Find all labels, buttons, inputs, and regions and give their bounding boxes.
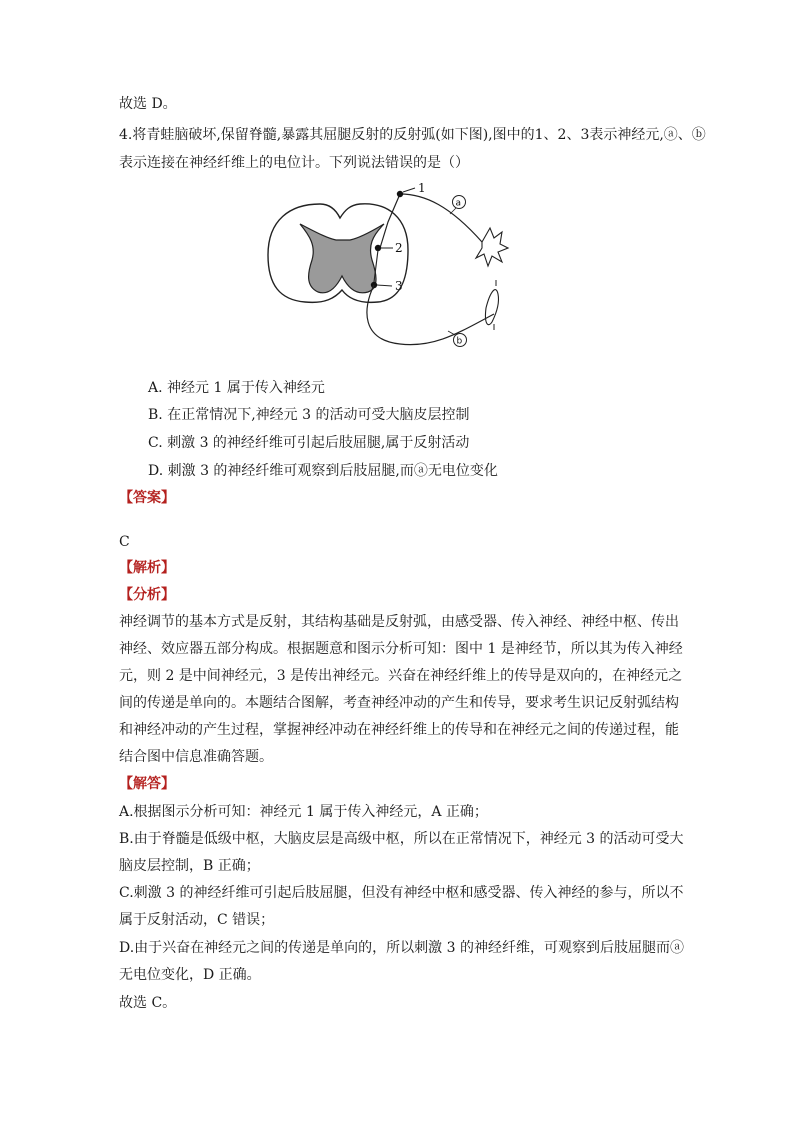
meter-b-lead <box>448 331 455 335</box>
receptor-icon <box>476 228 508 266</box>
neuron-3-label: 3 <box>395 279 403 293</box>
solution-line: 脑皮层控制，B 正确； <box>119 858 260 874</box>
neuron-1-label: 1 <box>418 181 426 195</box>
analysis-line: 神经调节的基本方式是反射，其结构基础是反射弧，由感受器、传入神经、神经中枢、传出 <box>119 614 679 630</box>
solution-heading: 【解答】 <box>119 776 175 792</box>
neuron-2-label: 2 <box>395 241 403 255</box>
effector-icon <box>485 290 498 325</box>
option-b: B. 在正常情况下,神经元 3 的活动可受大脑皮层控制 <box>148 407 470 423</box>
answer-heading: 【答案】 <box>119 490 175 506</box>
neuron-1-body <box>397 191 403 197</box>
analysis-line: 和神经冲动的产生过程，掌握神经冲动在神经纤维上的传导和在神经元之间的传递过程，能 <box>119 722 679 738</box>
analysis-line: 神经、效应器五部分构成。根据题意和图示分析可知：图中 1 是神经节，所以其为传入神经 <box>119 641 683 657</box>
meter-a-lead <box>450 208 456 214</box>
afferent-fiber <box>400 194 482 242</box>
effector-tendon <box>494 280 496 330</box>
option-c: C. 刺激 3 的神经纤维可引起后肢屈腿,属于反射活动 <box>148 435 470 451</box>
answer-value: C <box>119 534 130 550</box>
analysis-line: 结合图中信息准确答题。 <box>119 749 273 765</box>
neuron-3-pointer <box>377 285 392 286</box>
question-stem-line-2: 表示连接在神经纤维上的电位计。下列说法错误的是（） <box>119 155 469 171</box>
efferent-fiber <box>367 285 494 345</box>
afferent-branch <box>380 194 400 248</box>
reflex-arc-diagram <box>250 180 530 360</box>
solution-line: 属于反射活动，C 错误； <box>119 912 275 928</box>
solution-line: C.刺激 3 的神经纤维可引起后肢屈腿，但没有神经中枢和感受器、传入神经的参与，所以不 <box>119 885 684 901</box>
solution-line: D.由于兴奋在神经元之间的传递是单向的，所以刺激 3 的神经纤维，可观察到后肢屈腿而ⓐ <box>119 940 684 956</box>
solution-conclusion: 故选 C。 <box>119 995 177 1011</box>
option-a: A. 神经元 1 属于传入神经元 <box>148 380 325 396</box>
prev-conclusion: 故选 D。 <box>119 96 177 112</box>
question-stem-line-1: 4.将青蛙脑破坏,保留脊髓,暴露其屈腿反射的反射弧(如下图),图中的1、2、3表示神经元,ⓐ、ⓑ <box>119 127 706 143</box>
solution-line: 无电位变化，D 正确。 <box>119 967 261 983</box>
meter-a-label: a <box>455 198 462 209</box>
meter-b-label: b <box>456 336 463 347</box>
analysis-line: 元，则 2 是中间神经元，3 是传出神经元。兴奋在神经纤维上的传导是双向的，在神经元之 <box>119 668 683 684</box>
option-d: D. 刺激 3 的神经纤维可观察到后肢屈腿,而ⓐ无电位变化 <box>148 463 498 479</box>
gray-matter <box>300 224 384 293</box>
neuron-1-pointer <box>403 188 415 192</box>
solution-line: B.由于脊髓是低级中枢，大脑皮层是高级中枢，所以在正常情况下，神经元 3 的活动可受大 <box>119 831 684 847</box>
analysis-sub-heading: 【分析】 <box>119 587 175 603</box>
analysis-line: 间的传递是单向的。本题结合图解，考查神经冲动的产生和传导，要求考生识记反射弧结构 <box>119 695 679 711</box>
solution-line: A.根据图示分析可知：神经元 1 属于传入神经元，A 正确； <box>119 804 488 820</box>
analysis-heading: 【解析】 <box>119 560 175 576</box>
